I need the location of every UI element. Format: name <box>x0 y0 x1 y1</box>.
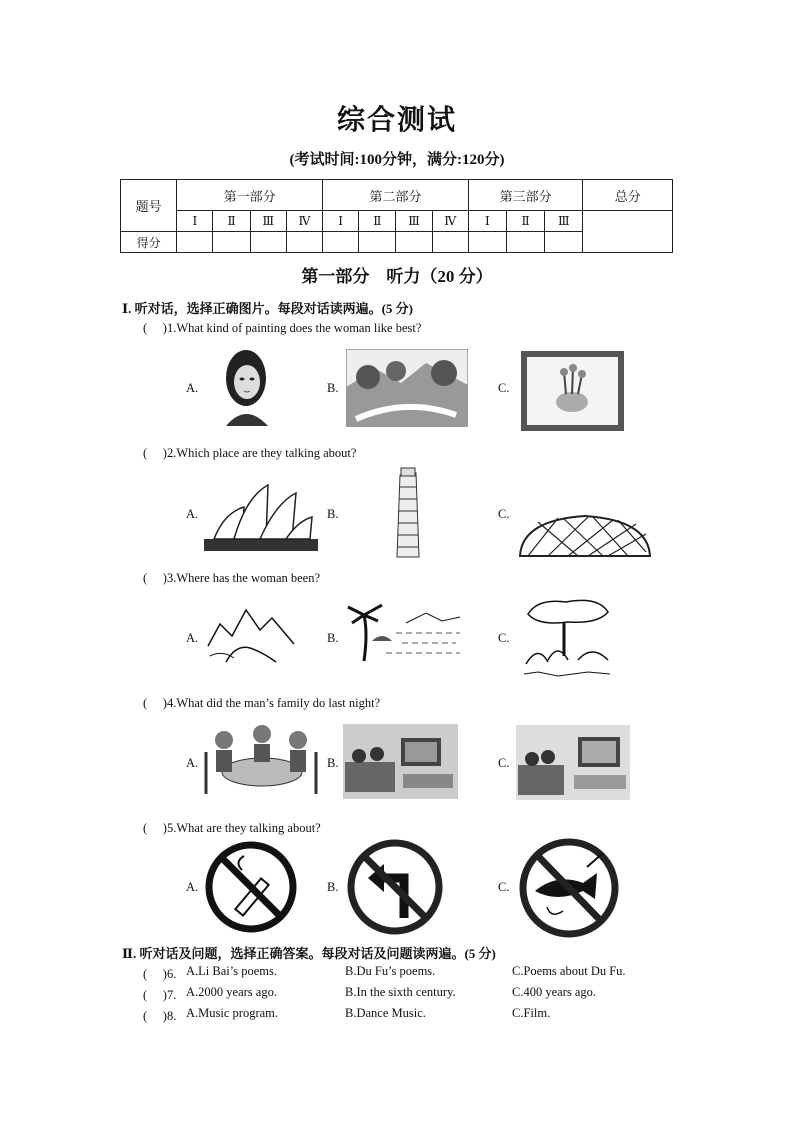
score-cell <box>286 232 322 253</box>
q6-option-b: B.Du Fu’s poems. <box>345 964 436 978</box>
birds-nest-stadium-image <box>518 512 652 558</box>
q2-option-c-label: C. <box>498 507 510 521</box>
mountains-image <box>206 606 296 664</box>
col-p3-1: Ⅰ <box>468 211 506 232</box>
question-5: ( )5.What are they talking about? <box>143 821 321 835</box>
q4-option-b-label: B. <box>327 756 339 770</box>
header-total: 总分 <box>583 180 673 211</box>
score-cell <box>545 232 583 253</box>
beach-image <box>346 603 462 667</box>
total-score-cell <box>583 211 673 253</box>
header-part1: 第一部分 <box>177 180 323 211</box>
col-p2-3: Ⅲ <box>396 211 432 232</box>
q1-option-a-label: A. <box>186 381 199 395</box>
q2-option-a-label: A. <box>186 507 199 521</box>
score-cell <box>468 232 506 253</box>
q5-option-a-label: A. <box>186 880 199 894</box>
header-part3: 第三部分 <box>468 180 583 211</box>
no-fishing-sign-image <box>517 837 621 939</box>
question-2: ( )2.Which place are they talking about? <box>143 446 357 460</box>
q5-option-b-label: B. <box>327 880 339 894</box>
q8-option-a: A.Music program. <box>186 1006 278 1020</box>
question-4: ( )4.What did the man’s family do last night? <box>143 696 381 710</box>
header-part2: 第二部分 <box>323 180 469 211</box>
score-cell <box>396 232 432 253</box>
opera-house-image <box>204 483 318 551</box>
score-cell <box>213 232 250 253</box>
q5-option-c-label: C. <box>498 880 510 894</box>
q6-number: ( )6. <box>143 967 177 981</box>
q1-option-b-label: B. <box>327 381 339 395</box>
family-dinner-image <box>204 722 318 794</box>
col-p1-1: Ⅰ <box>177 211 213 232</box>
q2-option-b-label: B. <box>327 507 339 521</box>
score-cell <box>507 232 545 253</box>
col-p2-4: Ⅳ <box>432 211 468 232</box>
still-life-painting-image <box>520 350 625 432</box>
watching-tv-image <box>516 725 630 800</box>
q8-number: ( )8. <box>143 1009 177 1023</box>
leaning-tower-image <box>391 467 423 559</box>
score-cell <box>177 232 213 253</box>
page-title: 综合测试 <box>336 105 457 136</box>
q4-option-c-label: C. <box>498 756 510 770</box>
col-p3-2: Ⅱ <box>507 211 545 232</box>
forest-image <box>518 594 616 684</box>
question-3: ( )3.Where has the woman been? <box>143 571 321 585</box>
score-table <box>120 179 673 253</box>
score-cell <box>250 232 286 253</box>
exam-info: (考试时间:100分钟，满分:120分) <box>289 152 505 168</box>
section1-heading: Ⅰ. 听对话，选择正确图片。每段对话读两遍。(5 分) <box>122 301 413 316</box>
q4-option-a-label: A. <box>186 756 199 770</box>
q3-option-c-label: C. <box>498 631 510 645</box>
col-p1-2: Ⅱ <box>213 211 250 232</box>
q7-number: ( )7. <box>143 988 177 1002</box>
watching-tv-family-image <box>343 724 458 799</box>
part1-heading: 第一部分 听力（20 分） <box>301 267 493 286</box>
q8-option-b: B.Dance Music. <box>345 1006 426 1020</box>
score-cell <box>432 232 468 253</box>
col-p2-2: Ⅱ <box>359 211 396 232</box>
portrait-painting-image <box>214 344 278 426</box>
col-p1-4: Ⅳ <box>286 211 322 232</box>
q7-option-c: C.400 years ago. <box>512 985 597 999</box>
landscape-painting-image <box>346 349 468 427</box>
q8-option-c: C.Film. <box>512 1006 551 1020</box>
question-1: ( )1.What kind of painting does the woman like best? <box>143 321 422 335</box>
q3-option-a-label: A. <box>186 631 199 645</box>
no-smoking-sign-image <box>204 840 298 934</box>
header-tihao: 题号 <box>121 180 177 232</box>
section2-heading: Ⅱ. 听对话及问题，选择正确答案。每段对话及问题读两遍。(5 分) <box>122 946 496 961</box>
q6-option-a: A.Li Bai’s poems. <box>186 964 277 978</box>
score-cell <box>323 232 359 253</box>
no-left-turn-sign-image <box>346 838 444 936</box>
col-p2-1: Ⅰ <box>323 211 359 232</box>
q6-option-c: C.Poems about Du Fu. <box>512 964 626 978</box>
q1-option-c-label: C. <box>498 381 510 395</box>
col-p1-3: Ⅲ <box>250 211 286 232</box>
col-p3-3: Ⅲ <box>545 211 583 232</box>
q7-option-b: B.In the sixth century. <box>345 985 456 999</box>
score-cell <box>359 232 396 253</box>
row-defen: 得分 <box>121 232 177 253</box>
q7-option-a: A.2000 years ago. <box>186 985 277 999</box>
q3-option-b-label: B. <box>327 631 339 645</box>
